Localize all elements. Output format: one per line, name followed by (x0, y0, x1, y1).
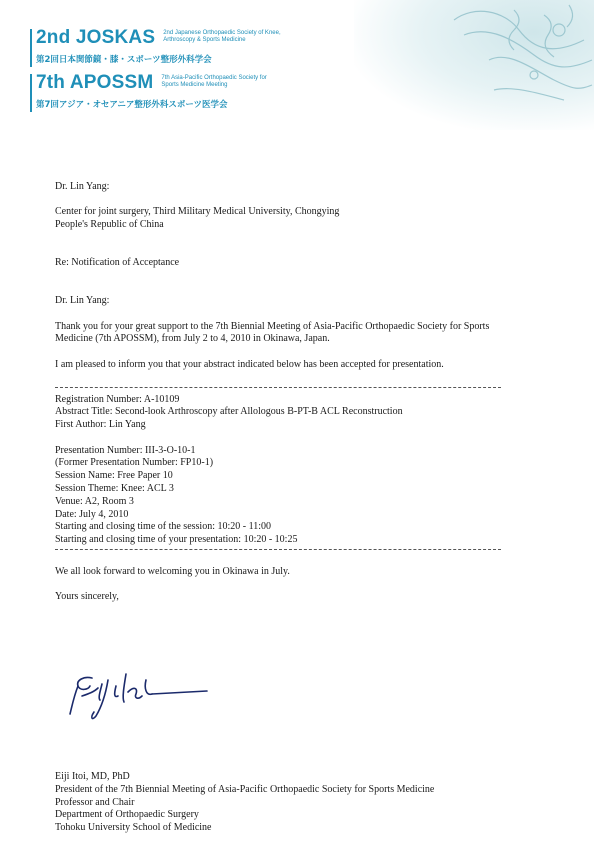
paragraph-3: We all look forward to welcoming you in Okinawa in July. (55, 565, 290, 577)
session-theme: Session Theme: Knee: ACL 3 (55, 482, 174, 494)
abstract-title: Abstract Title: Second-look Arthroscopy after Allologous B-PT-B ACL Reconstruction (55, 406, 403, 418)
presentation-number: Presentation Number: III-3-O-10-1 (55, 444, 196, 456)
venue: Venue: A2, Room 3 (55, 495, 134, 507)
address-line-2: People's Republic of China (55, 219, 164, 231)
dashed-divider-bottom (55, 549, 501, 550)
salutation-top: Dr. Lin Yang: (55, 181, 110, 192)
apossm-japanese-title: 第7回アジア・オセアニア整形外科スポーツ医学会 (36, 100, 228, 110)
signatory-title-3: Department of Orthopaedic Surgery (55, 809, 199, 821)
dashed-divider-top (55, 387, 501, 388)
first-author: First Author: Lin Yang (55, 419, 146, 431)
handwritten-signature (62, 666, 222, 726)
paragraph-1-line-2: Medicine (7th APOSSM), from July 2 to 4, 2010 in Okinawa, Japan. (55, 333, 330, 345)
signature-block (55, 771, 434, 835)
former-presentation-number: (Former Presentation Number: FP10-1) (55, 457, 214, 469)
apossm-title-row (36, 72, 267, 94)
re-line: Re: Notification of Acceptance (55, 257, 180, 269)
letter-body (55, 181, 515, 604)
dragon-ornament-icon (394, 0, 594, 110)
signatory-name: Eiji Itoi, MD, PhD (55, 771, 130, 782)
header-accent-bar-2 (30, 74, 32, 112)
paragraph-2: I am pleased to inform you that your abstract indicated below has been accepted for presentation. (55, 358, 444, 370)
salutation: Dr. Lin Yang: (55, 295, 110, 307)
session-name: Session Name: Free Paper 10 (55, 470, 173, 482)
joskas-title: 2nd JOSKAS (36, 27, 156, 48)
paragraph-1-line-1: Thank you for your great support to the 7th Biennial Meeting of Asia-Pacific Orthopaedic Society for Sports (55, 320, 490, 332)
header-accent-bar (30, 29, 32, 67)
session-time: Starting and closing time of the session: 10:20 - 11:00 (55, 521, 271, 533)
registration-number: Registration Number: A-10109 (55, 393, 180, 405)
apossm-subtitle: 7th Asia-Pacific Orthopaedic Society for Sports Medicine Meeting (161, 75, 267, 88)
closing-phrase: Yours sincerely, (55, 591, 119, 603)
signatory-title-4: Tohoku University School of Medicine (55, 822, 212, 834)
date: Date: July 4, 2010 (55, 508, 129, 520)
joskas-title-row (36, 27, 281, 49)
signatory-title-2: Professor and Chair (55, 796, 135, 808)
apossm-title: 7th APOSSM (36, 72, 154, 93)
presentation-time: Starting and closing time of your presentation: 10:20 - 10:25 (55, 534, 298, 546)
joskas-japanese-title: 第2回日本関節鏡・膝・スポーツ整形外科学会 (36, 55, 212, 65)
address-line-1: Center for joint surgery, Third Military Medical University, Chongying (55, 206, 340, 218)
joskas-subtitle: 2nd Japanese Orthopaedic Society of Knee, Arthroscopy & Sports Medicine (163, 30, 281, 43)
signatory-title-1: President of the 7th Biennial Meeting of Asia-Pacific Orthopaedic Society for Sports Medicine (55, 783, 435, 795)
